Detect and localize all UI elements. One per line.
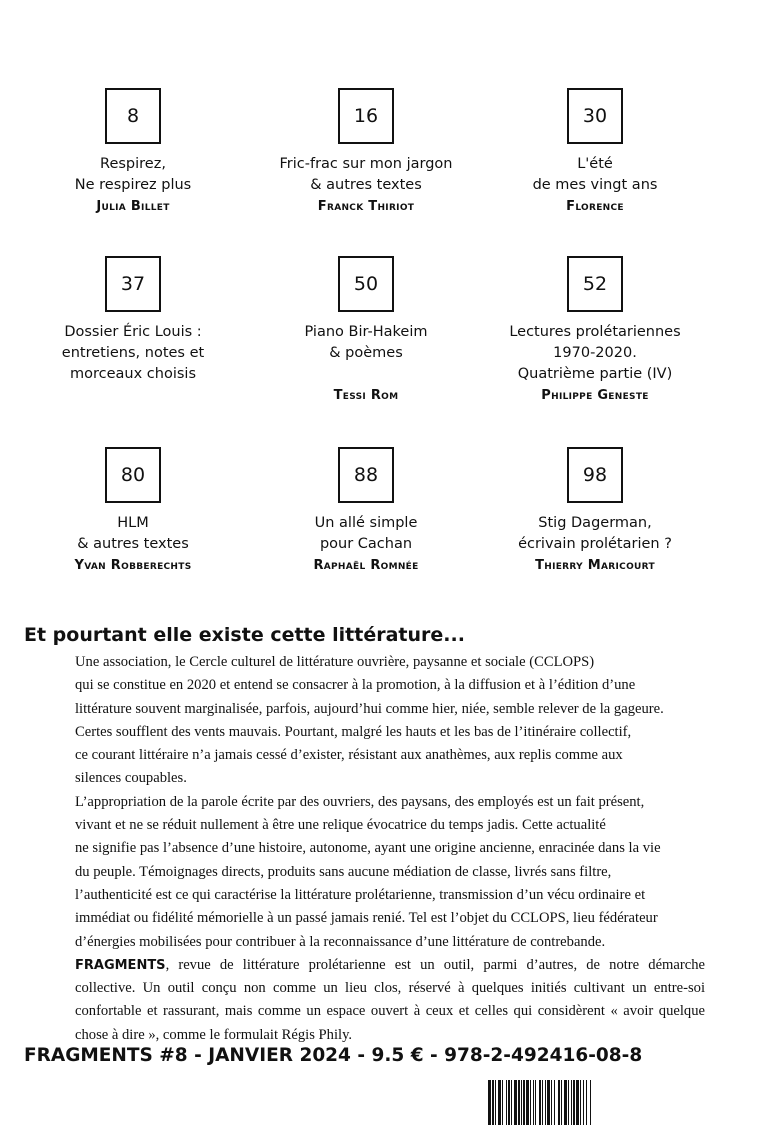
body-line: collective. Un outil conçu non comme un lieu clos, réservé à quelques initiés cultivant un entre-soi	[75, 980, 705, 997]
entry-title-line: & autres textes	[77, 536, 189, 552]
page-number: 16	[353, 105, 379, 127]
entry-author: Julia Billet	[96, 199, 170, 214]
body-line: d’énergies mobilisées pour contribuer à la reconnaissance d’une littérature de contrebande.	[75, 933, 606, 950]
section-heading: Et pourtant elle existe cette littérature...	[24, 624, 465, 646]
entry-title-line: Un allé simple	[314, 515, 418, 531]
toc-entry	[18, 447, 248, 577]
page-number-box	[338, 256, 394, 312]
page-number: 37	[120, 273, 146, 295]
page-number: 80	[120, 464, 146, 486]
entry-title-line: Ne respirez plus	[74, 177, 192, 193]
entry-title-line: Quatrième partie (IV)	[517, 366, 673, 382]
toc-entry	[480, 88, 710, 218]
entry-title-line: Stig Dagerman,	[538, 515, 652, 531]
body-line: qui se constitue en 2020 et entend se consacrer à la promotion, à la diffusion et à l’édition d’une	[75, 677, 636, 694]
entry-author: Thierry Maricourt	[535, 558, 655, 573]
entry-title-line: Dossier Éric Louis :	[64, 324, 202, 340]
page-number-box	[567, 447, 623, 503]
entry-author: Franck Thiriot	[317, 199, 415, 214]
entry-title-line: Respirez,	[100, 156, 166, 172]
toc-entry	[18, 88, 248, 218]
body-line: chose à dire », comme le formulait Régis Phily.	[75, 1026, 353, 1043]
body-line: Certes soufflent des vents mauvais. Pourtant, malgré les hauts et les bas de l’itinéraire collectif,	[75, 723, 632, 740]
entry-title-line	[251, 364, 481, 385]
page-number: 52	[582, 273, 608, 295]
entry-title-line: Piano Bir-Hakeim	[304, 324, 428, 340]
entry-title-line: 1970-2020.	[553, 345, 637, 361]
toc-entry	[480, 256, 710, 407]
toc-entry	[251, 88, 481, 218]
body-line: immédiat ou fidélité mémorielle à un passé jamais renié. Tel est l’objet du CCLOPS, lieu fédérateur	[75, 910, 658, 927]
page-number-box	[567, 88, 623, 144]
page-number: 98	[582, 464, 608, 486]
entry-title-line: entretiens, notes et	[61, 345, 205, 361]
body-line: du peuple. Témoignages directs, produits sans aucune médiation de classe, livrés sans filtre,	[75, 863, 612, 880]
entry-title-line: Fric-frac sur mon jargon	[279, 156, 453, 172]
body-line: silences coupables.	[75, 770, 187, 787]
entry-title-line: & autres textes	[310, 177, 422, 193]
body-line: l’authenticité est ce qui caractérise la littérature prolétarienne, transmission d’un vécu ordinaire et	[75, 886, 646, 903]
entry-author: Yvan Robberechts	[74, 558, 192, 573]
page-number: 88	[353, 464, 379, 486]
body-line: Une association, le Cercle culturel de littérature ouvrière, paysanne et sociale (CCLOPS)	[75, 654, 595, 670]
page-number-box	[338, 88, 394, 144]
page-number-box	[105, 447, 161, 503]
entry-title-line: & poèmes	[329, 345, 403, 361]
barcode	[488, 1080, 706, 1125]
brand-line-text: , revue de littérature prolétarienne est un outil, parmi d’autres, de notre démarche	[165, 956, 705, 973]
entry-author: Florence	[566, 199, 624, 214]
body-text	[75, 651, 705, 1047]
page-number-box	[338, 447, 394, 503]
entry-title-line: écrivain prolétarien ?	[518, 536, 672, 552]
page-number: 30	[582, 105, 608, 127]
page-number-box	[105, 88, 161, 144]
entry-author: Philippe Geneste	[541, 388, 649, 403]
body-line: ce courant littéraire n’a jamais cessé d’exister, résistant aux anathèmes, aux replis comme aux	[75, 747, 623, 764]
body-line: confortable et rassurant, mais comme un espace ouvert à ceux et celles qui considèrent « avoir quelque	[75, 1003, 705, 1020]
body-line: ne signifie pas l’absence d’une histoire, autonome, ayant une origine ancienne, enracinée dans la vie	[75, 840, 661, 857]
footer-issue-info: FRAGMENTS #8 - JANVIER 2024 - 9.5 € - 978-2-492416-08-8	[24, 1045, 643, 1066]
brand-line	[75, 954, 705, 977]
entry-title-line: L'été	[577, 156, 613, 172]
body-line: littérature souvent marginalisée, parfois, aujourd’hui comme hier, niée, semble relever de la gageure.	[75, 700, 664, 717]
entry-author: Tessi Rom	[333, 388, 399, 403]
toc-entry	[251, 256, 481, 407]
entry-author: Raphaël Romnée	[313, 558, 419, 573]
toc-entry	[18, 256, 248, 385]
entry-title-line: HLM	[117, 515, 149, 531]
body-line: L’appropriation de la parole écrite par des ouvriers, des paysans, des employés est un fait présent,	[75, 793, 645, 810]
entry-title-line: de mes vingt ans	[532, 177, 658, 193]
entry-title-line: morceaux choisis	[70, 366, 196, 382]
page-number-box	[567, 256, 623, 312]
toc-entry	[480, 447, 710, 577]
page-number: 50	[353, 273, 379, 295]
brand-name: FRAGMENTS	[75, 957, 166, 973]
page-number: 8	[126, 105, 140, 127]
body-line: vivant et ne se réduit nullement à être une relique évocatrice du temps jadis. Cette actualité	[75, 817, 606, 834]
entry-title-line: Lectures prolétariennes	[509, 324, 681, 340]
toc-entry	[251, 447, 481, 577]
page-number-box	[105, 256, 161, 312]
entry-title-line: pour Cachan	[319, 536, 413, 552]
